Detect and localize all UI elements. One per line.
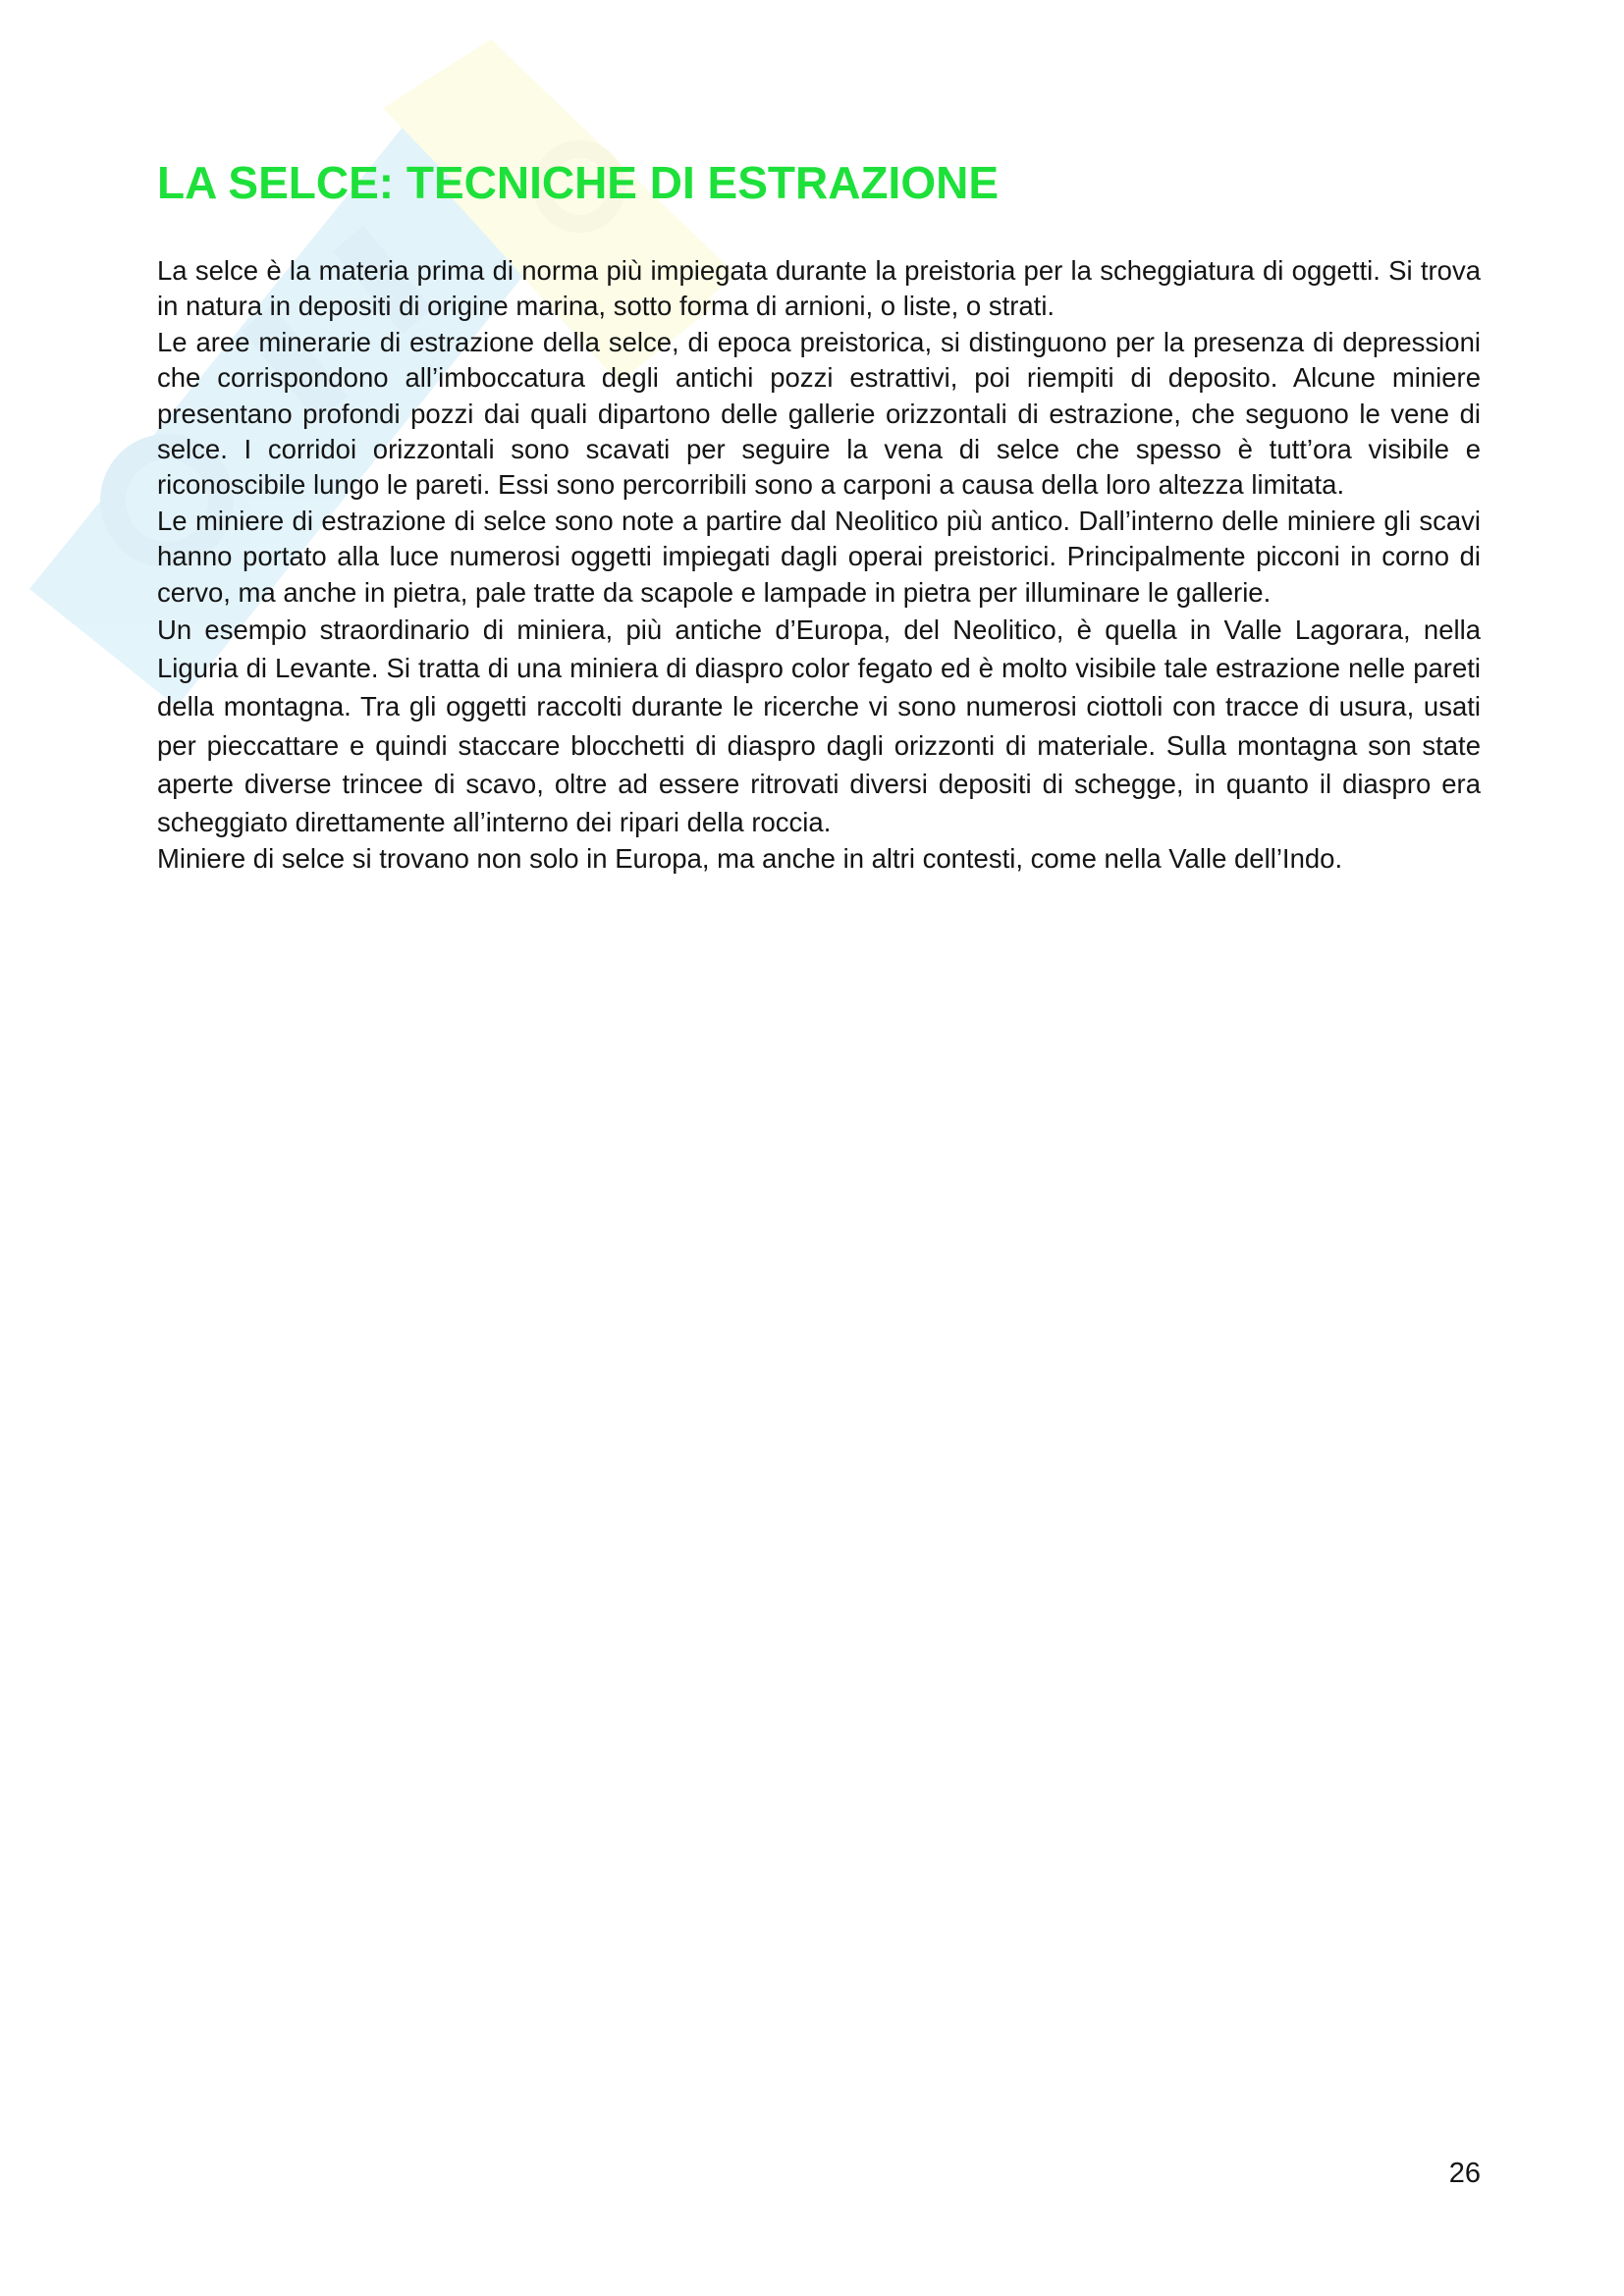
paragraph-5: Miniere di selce si trovano non solo in Europa, ma anche in altri contesti, come nella Valle dell’Indo. [157, 843, 1343, 875]
document-body [157, 253, 1481, 878]
paragraph-2: Le aree minerarie di estrazione della selce, di epoca preistorica, si distinguono per la presenza di depressioni che corrispondono all’imboccatura degli antichi pozzi estrattivi, poi riempiti di deposito. Alcune miniere presentano profondi pozzi dai quali dipartono delle gallerie orizzontali di estrazione, che seguono le vene di selce. I corridoi orizzontali sono scavati per seguire la vena di selce che spesso è tutt’ora visibile e riconoscibile lungo le pareti. Essi sono percorribili sono a carponi a causa della loro altezza limitata. [157, 326, 1481, 501]
paragraph-4: Un esempio straordinario di miniera, più antiche d’Europa, del Neolitico, è quella in Valle Lagorara, nella Liguria di Levante. Si tratta di una miniera di diaspro color fegato ed è molto visibile tale estrazione nelle pareti della montagna. Tra gli oggetti raccolti durante le ricerche vi sono numerosi ciottoli con tracce di usura, usati per pieccattare e quindi staccare blocchetti di diaspro dagli orizzonti di materiale. Sulla montagna son state aperte diverse trincee di scavo, oltre ad essere ritrovati diversi depositi di schegge, in quanto il diaspro era scheggiato direttamente all’interno dei ripari della roccia. [157, 614, 1481, 838]
page-content [157, 155, 1481, 878]
page-number: 26 [1448, 2158, 1481, 2189]
paragraph-3: Le miniere di estrazione di selce sono note a partire dal Neolitico più antico. Dall’interno delle miniere gli scavi hanno portato alla luce numerosi oggetti impiegati dagli operai preistorici. Principalmente picconi in corno di cervo, ma anche in pietra, pale tratte da scapole e lampade in pietra per illuminare le gallerie. [157, 505, 1481, 608]
page-title: LA SELCE: TECNICHE DI ESTRAZIONE [157, 157, 999, 208]
paragraph-1: La selce è la materia prima di norma più impiegata durante la preistoria per la scheggiatura di oggetti. Si trova in natura in depositi di origine marina, sotto forma di arnioni, o liste, o strati. [157, 255, 1481, 322]
